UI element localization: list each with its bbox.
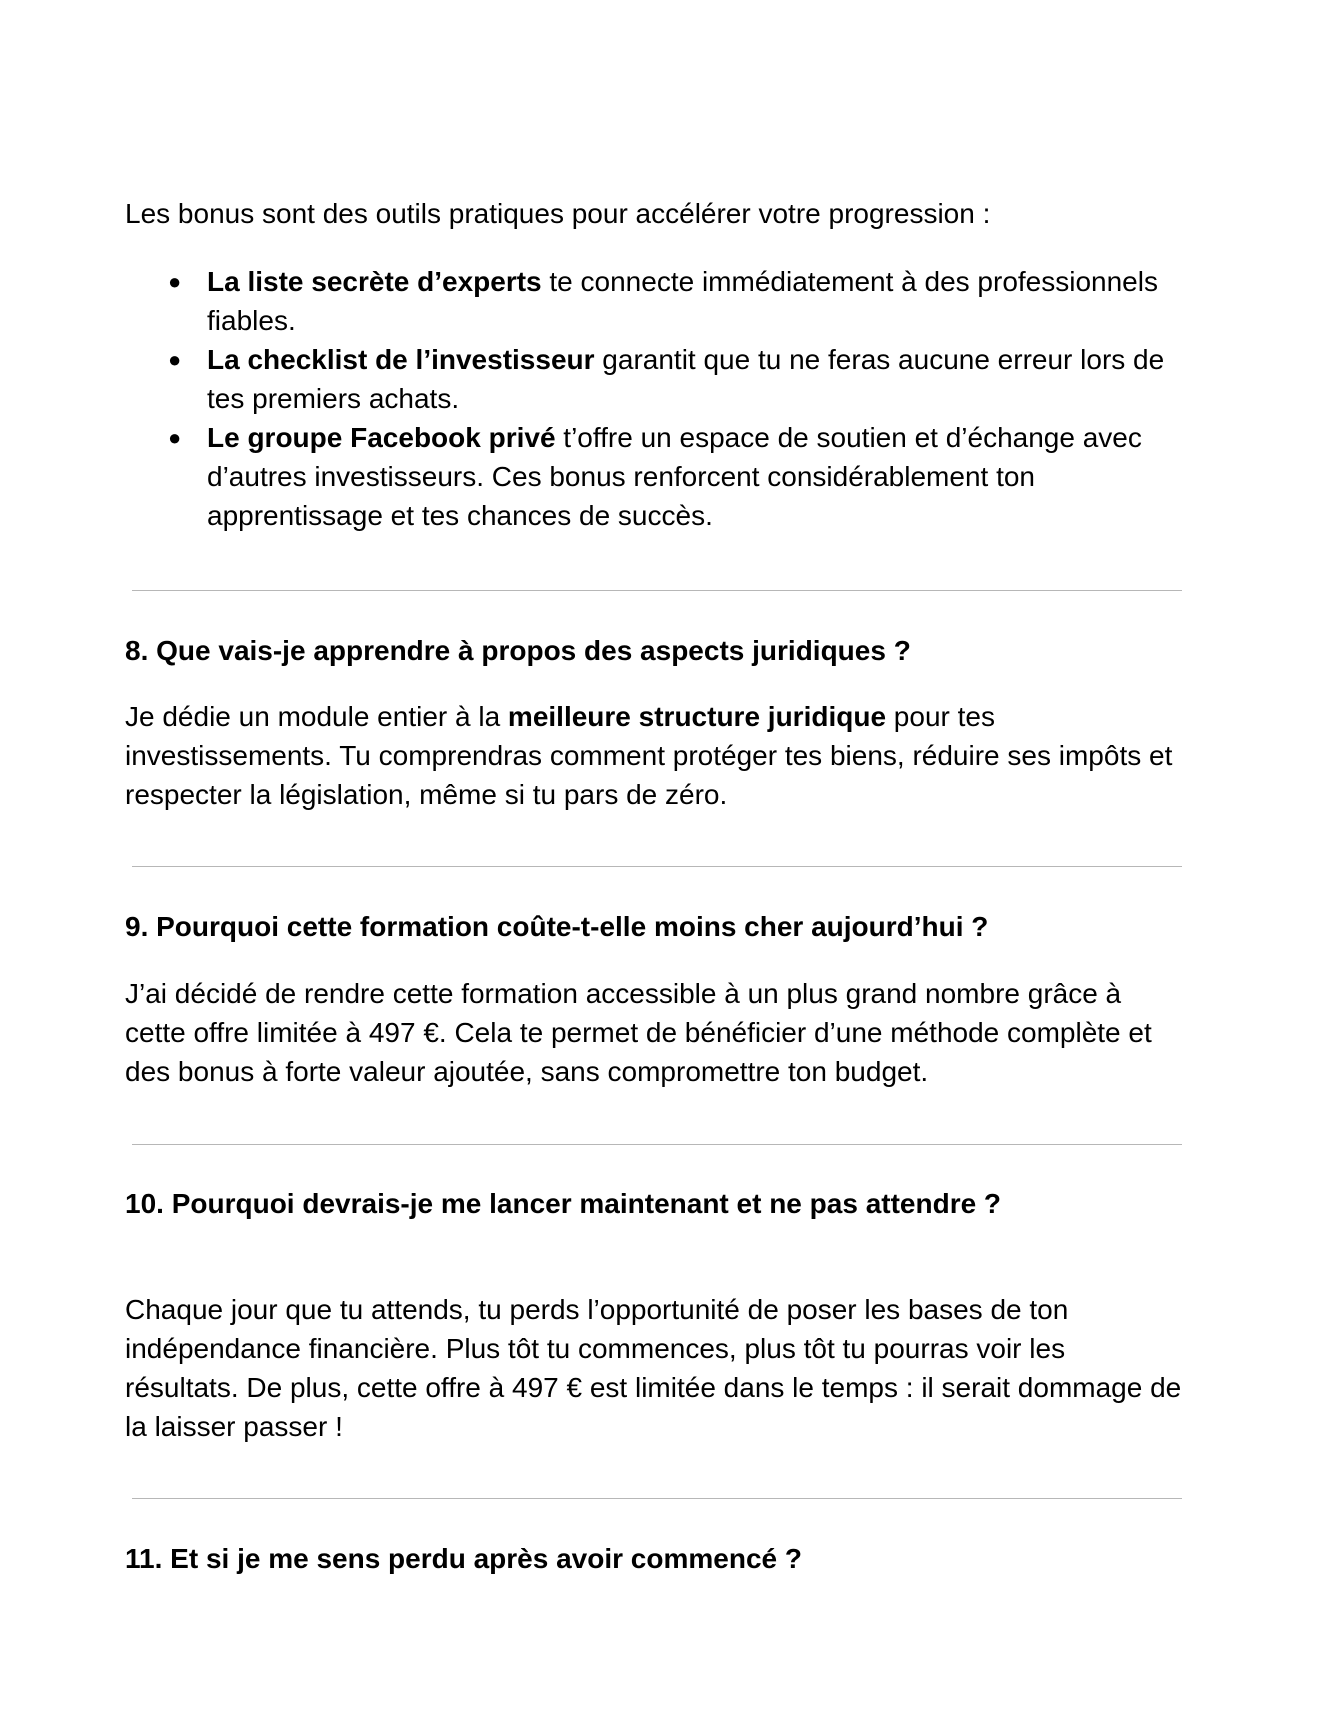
- answer-10-paragraph: Chaque jour que tu attends, tu perds l’opportunité de poser les bases de ton indépendance financière. Plus tôt tu commences, plus tôt tu pourras voir les résultats. De plus, cette offre à 497 € est limitée dans le temps : il serait dommage de la laisser passer !: [125, 1294, 1182, 1442]
- section-divider: [132, 1144, 1182, 1145]
- bonus-title: Le groupe Facebook privé: [207, 422, 556, 453]
- answer-8-bold: meilleure structure juridique: [507, 701, 887, 732]
- question-10-heading: 10. Pourquoi devrais-je me lancer maintenant et ne pas attendre ?: [125, 1188, 1002, 1219]
- bonus-title: La checklist de l’investisseur: [207, 344, 595, 375]
- bonus-list: [125, 262, 1185, 535]
- bullet-icon: ●: [168, 425, 182, 450]
- bonus-item-experts: [125, 262, 1185, 340]
- bonus-item-checklist: [125, 340, 1185, 418]
- section-divider: [132, 590, 1182, 591]
- question-8-heading: 8. Que vais-je apprendre à propos des aspects juridiques ?: [125, 635, 911, 666]
- bonus-description: t’offre un espace de soutien et d’échange avec d’autres investisseurs. Ces bonus renforcent considérablement ton apprentissage et tes chances de succès.: [207, 422, 1142, 531]
- section-divider: [132, 1498, 1182, 1499]
- section-divider: [132, 866, 1182, 867]
- bullet-icon: ●: [168, 269, 182, 294]
- answer-9-paragraph: J’ai décidé de rendre cette formation accessible à un plus grand nombre grâce à cette offre limitée à 497 €. Cela te permet de bénéficier d’une méthode complète et des bonus à forte valeur ajoutée, sans compromettre ton budget.: [125, 978, 1152, 1087]
- question-11-heading: 11. Et si je me sens perdu après avoir commencé ?: [125, 1543, 802, 1574]
- answer-8-text-end: pour tes investissements. Tu comprendras comment protéger tes biens, réduire ses impôts et respecter la législation, même si tu pars de zéro.: [125, 701, 1173, 810]
- bonus-item-facebook-group: [125, 418, 1185, 535]
- answer-8-paragraph: [125, 697, 1185, 814]
- intro-paragraph: Les bonus sont des outils pratiques pour accélérer votre progression :: [125, 198, 991, 229]
- bullet-icon: ●: [168, 347, 182, 372]
- question-9-heading: 9. Pourquoi cette formation coûte-t-elle moins cher aujourd’hui ?: [125, 911, 989, 942]
- answer-8-text-start: Je dédie un module entier à la: [125, 701, 508, 732]
- bonus-description: garantit que tu ne feras aucune erreur lors de tes premiers achats.: [207, 344, 1165, 414]
- bonus-description: te connecte immédiatement à des professionnels fiables.: [207, 266, 1158, 336]
- bonus-title: La liste secrète d’experts: [207, 266, 542, 297]
